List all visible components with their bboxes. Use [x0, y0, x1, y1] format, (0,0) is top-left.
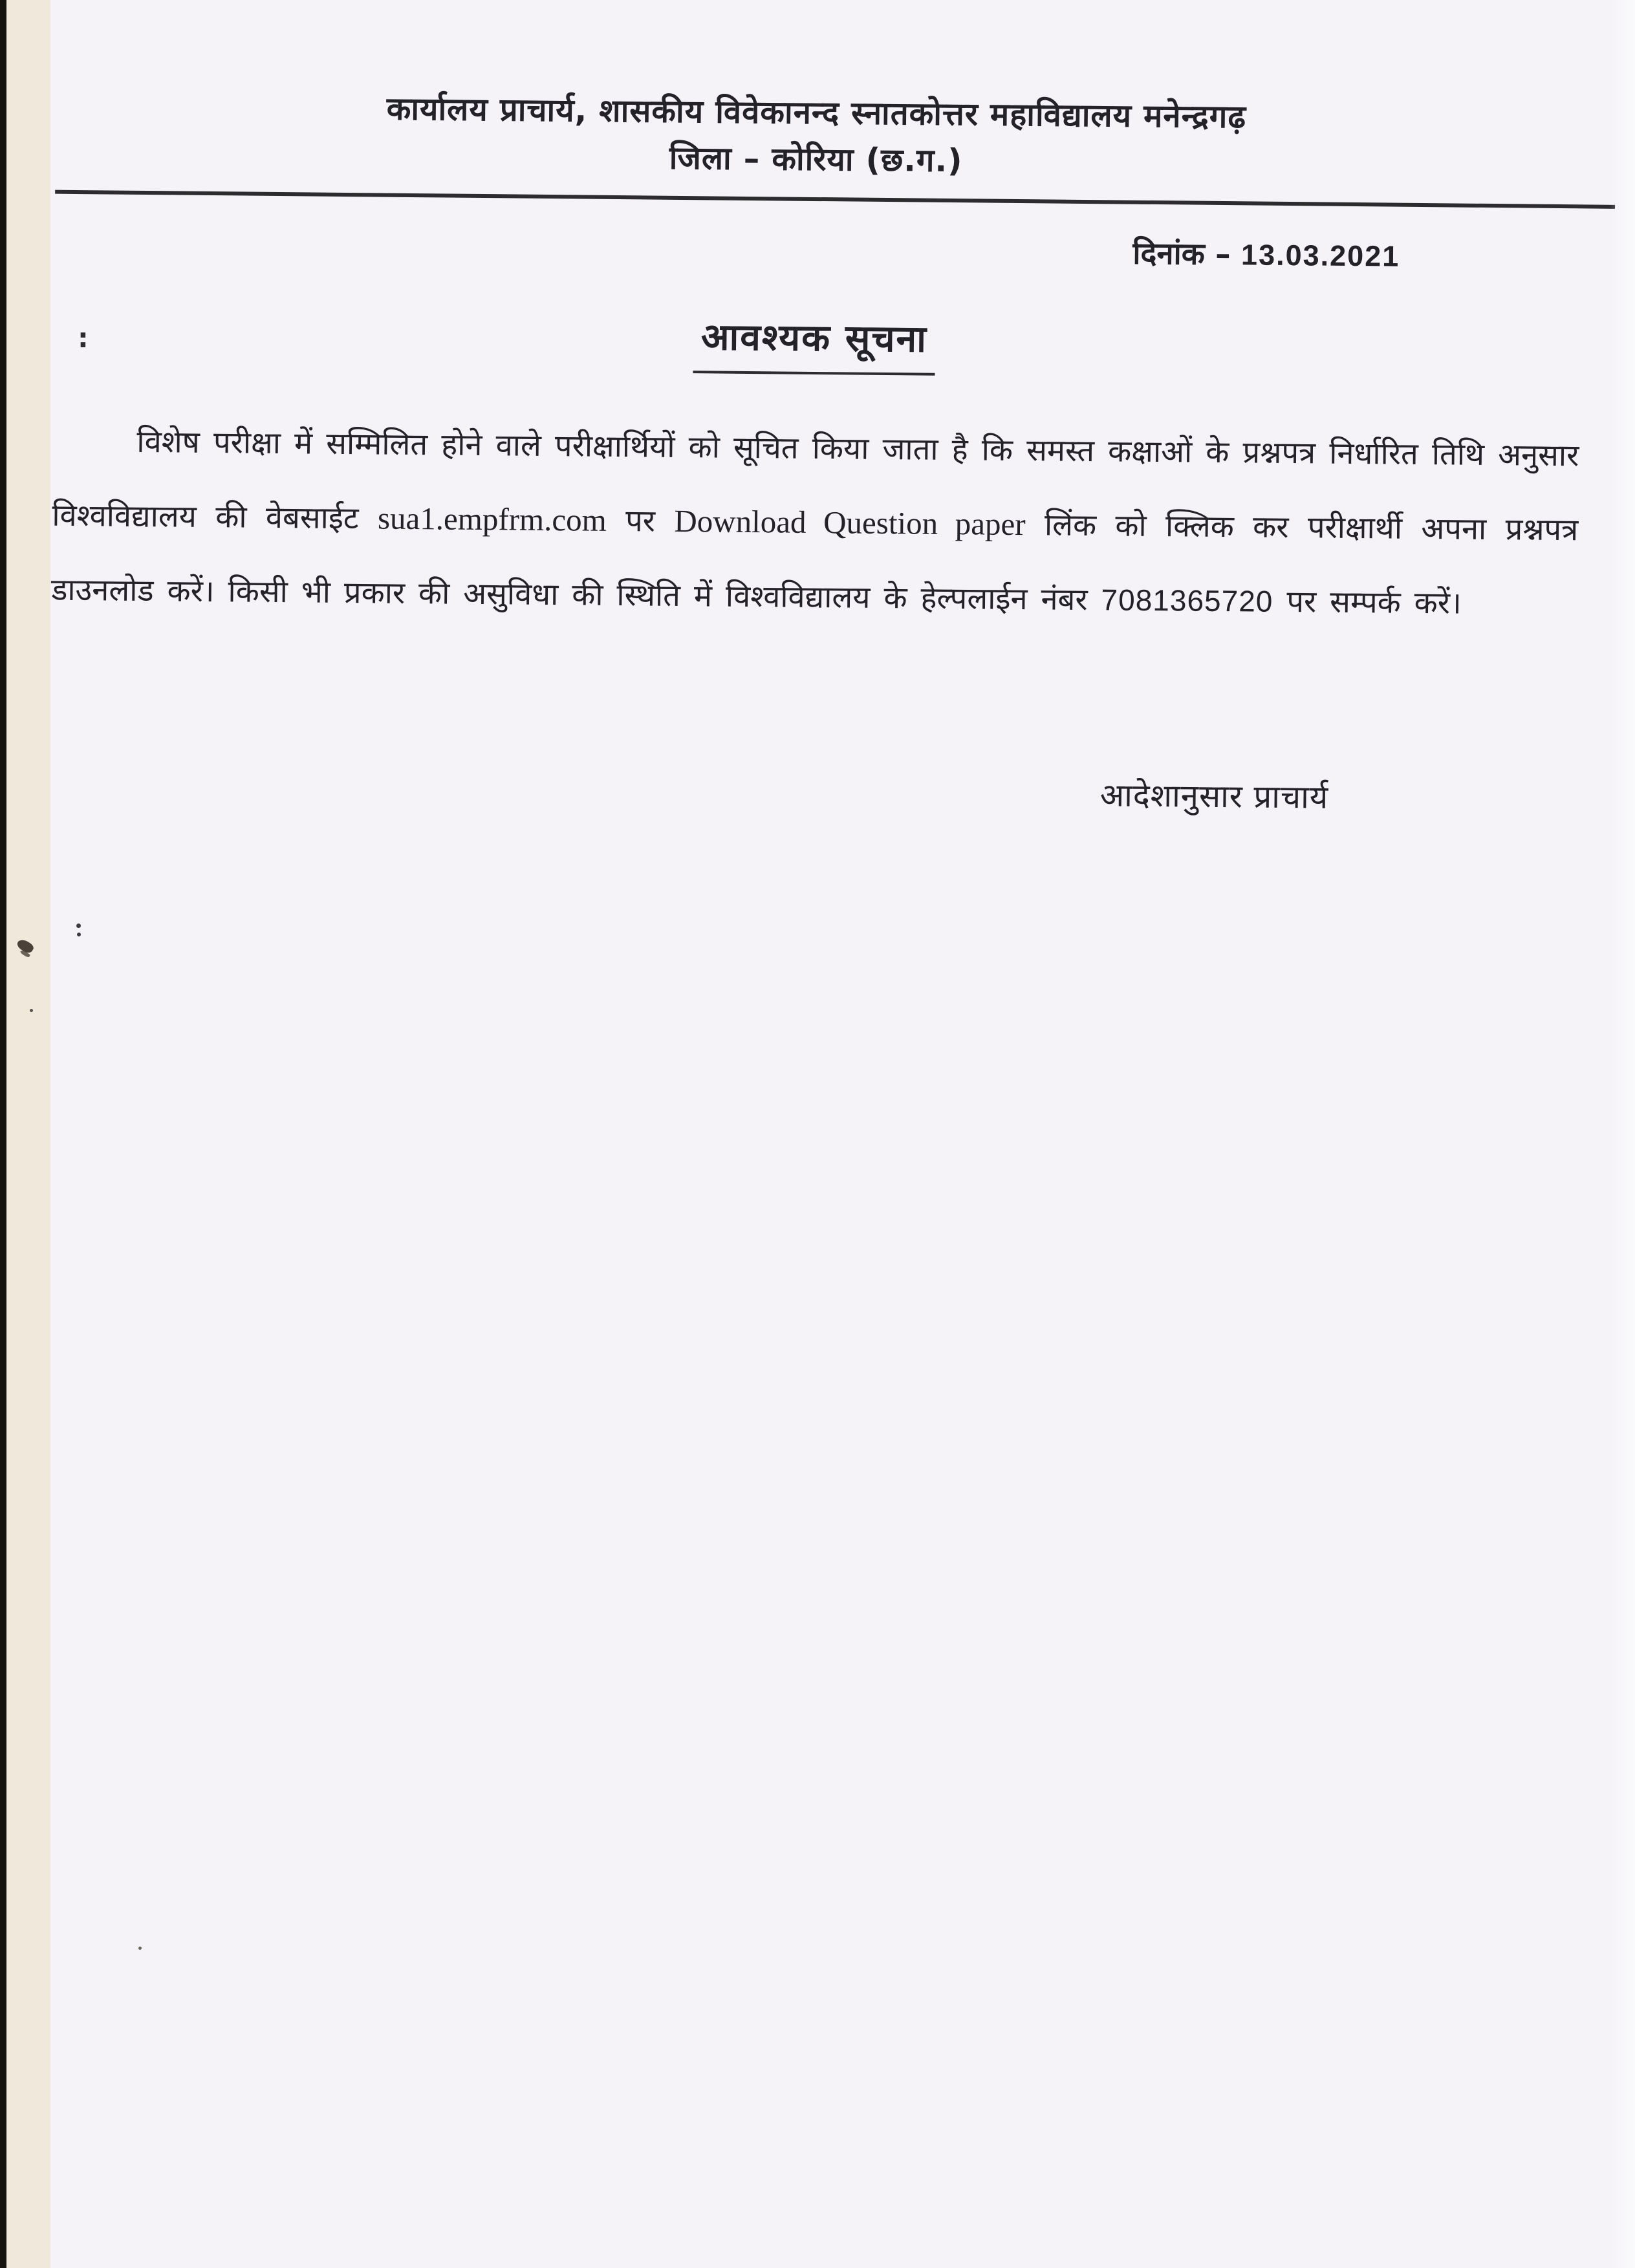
- stray-ink-mark: :: [78, 322, 89, 354]
- body-segment: लिंक को क्लिक कर परीक्षार्थी अपना प्रश्नपत्र डाउनलोड करें। किसी भी प्रकार की असुविधा की स्थिति में विश्वविद्यालय के हेल्पलाईन नंबर: [50, 507, 1579, 618]
- office-name: कार्यालय प्राचार्य, शासकीय विवेकानन्द स्नातकोत्तर महाविद्यालय मनेन्द्रगढ़: [386, 90, 1247, 136]
- date-label: दिनांक –: [1132, 235, 1242, 273]
- body-segment: पर: [606, 502, 675, 539]
- body-segment: पर सम्पर्क करें।: [1273, 583, 1462, 621]
- date-value: 13.03.2021: [1240, 238, 1400, 273]
- helpline-number: 7081365720: [1101, 583, 1273, 618]
- notice-body: [51, 405, 1579, 642]
- download-link-text: Download Question paper: [674, 502, 1026, 543]
- website-url: sua1.empfrm.com: [377, 500, 607, 538]
- scan-speck: [76, 923, 81, 928]
- letterhead: [0, 0, 1635, 191]
- scan-speck: [138, 1947, 142, 1950]
- signature-line: आदेशानुसार प्राचार्य: [1099, 777, 1329, 816]
- notice-title: आवश्यक सूचना: [693, 310, 936, 376]
- body-segment: विशेष परीक्षा में सम्मिलित होने वाले परीक्षार्थियों को सूचित किया जाता है कि समस्त कक्षाओं के प्रश्नपत्र निर्धारित तिथि अनुसार विश्वविद्यालय की वेबसाईट: [52, 424, 1579, 537]
- header-divider: [55, 190, 1615, 209]
- notice-title-row: [0, 303, 1632, 382]
- scan-speck: [30, 1009, 33, 1012]
- scan-speck: [77, 933, 81, 936]
- district-line: जिला – कोरिया (छ.ग.): [669, 139, 963, 180]
- date-line: [0, 221, 1633, 277]
